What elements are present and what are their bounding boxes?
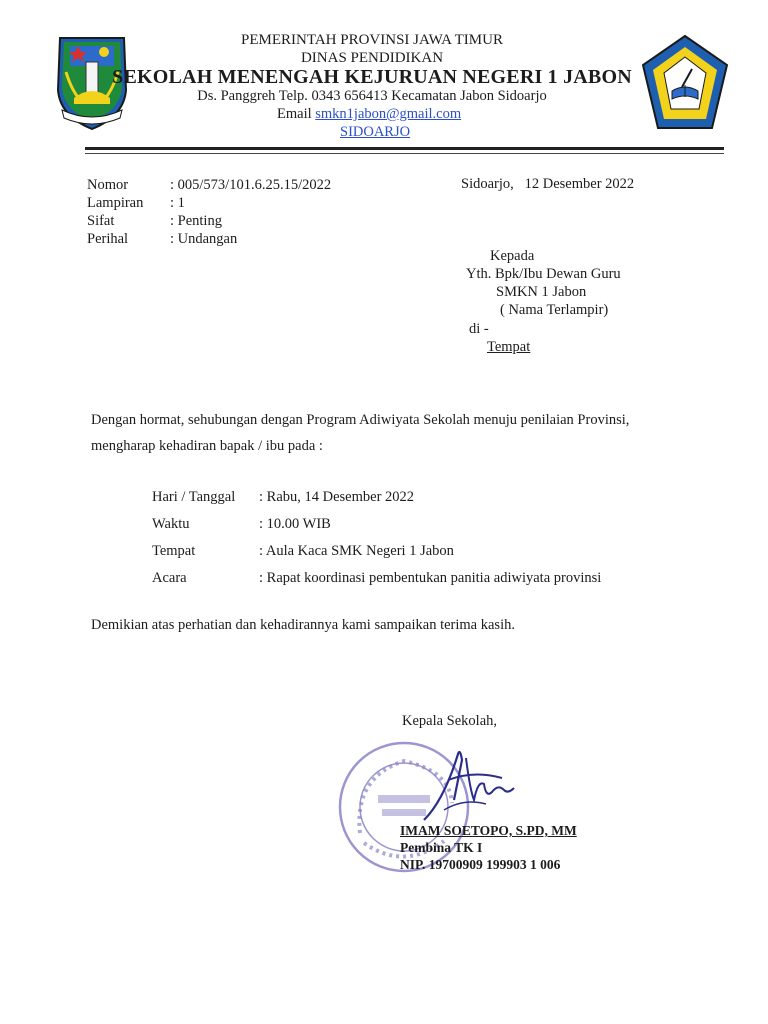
recipient-tempat: Tempat: [487, 339, 531, 355]
detail-value-date: : Rabu, 14 Desember 2022: [259, 489, 415, 505]
letterhead-line-province: PEMERINTAH PROVINSI JAWA TIMUR: [241, 32, 503, 48]
letterhead-line-agency: DINAS PENDIDIKAN: [300, 50, 444, 66]
signature-title: Kepala Sekolah,: [402, 713, 498, 729]
closing-sentence: Demikian atas perhatian dan kehadirannya kami sampaikan terima kasih.: [91, 617, 515, 633]
detail-value-agenda: : Rapat koordinasi pembentukan panitia adiwiyata provinsi: [259, 570, 602, 586]
detail-value-place: : Aula Kaca SMK Negeri 1 Jabon: [259, 543, 454, 559]
recipient-yth: Yth. Bpk/Ibu Dewan Guru: [466, 266, 621, 282]
sifat-label: Sifat: [87, 213, 115, 229]
detail-label-date: Hari / Tanggal: [152, 489, 236, 505]
letterhead-email-line: [277, 106, 461, 123]
letterhead-divider-thick: [85, 147, 724, 150]
lampiran-value: : 1: [170, 195, 185, 211]
recipient-note: ( Nama Terlampir): [500, 302, 609, 318]
letterhead-address: Ds. Panggreh Telp. 0343 656413 Kecamatan Jabon Sidoarjo: [197, 88, 547, 104]
signatory-name: IMAM SOETOPO, S.PD, MM: [400, 823, 577, 838]
nomor-value: : 005/573/101.6.25.15/2022: [170, 177, 332, 193]
recipient-di: di -: [469, 321, 489, 337]
detail-label-time: Waktu: [152, 516, 190, 532]
body-paragraph-line-2: mengharap kehadiran bapak / ibu pada :: [91, 438, 323, 454]
city-link[interactable]: SIDOARJO: [340, 124, 411, 140]
lampiran-label: Lampiran: [87, 195, 144, 211]
email-link[interactable]: smkn1jabon@gmail.com: [315, 106, 462, 122]
recipient-kepada: Kepada: [490, 248, 535, 264]
letterhead-divider-thin: [85, 153, 724, 154]
detail-value-time: : 10.00 WIB: [259, 516, 331, 532]
detail-label-agenda: Acara: [152, 570, 187, 586]
signatory-rank: Pembina TK I: [400, 840, 483, 855]
perihal-value: : Undangan: [170, 231, 238, 247]
sifat-value: : Penting: [170, 213, 222, 229]
letterhead-city[interactable]: [340, 124, 410, 141]
body-paragraph-line-1: Dengan hormat, sehubungan dengan Program Adiwiyata Sekolah menuju penilaian Provinsi,: [91, 412, 630, 428]
detail-label-place: Tempat: [152, 543, 196, 559]
letterhead-school-name: SEKOLAH MENENGAH KEJURUAN NEGERI 1 JABON: [112, 66, 632, 88]
email-label: Email: [277, 106, 312, 122]
signatory-nip: NIP. 19700909 199903 1 006: [400, 857, 561, 872]
recipient-school: SMKN 1 Jabon: [496, 284, 587, 300]
smkn-jabon-logo: [640, 33, 730, 133]
handwritten-signature: [414, 740, 524, 830]
letter-date: Sidoarjo, 12 Desember 2022: [461, 176, 635, 192]
nomor-label: Nomor: [87, 177, 129, 193]
perihal-label: Perihal: [87, 231, 129, 247]
